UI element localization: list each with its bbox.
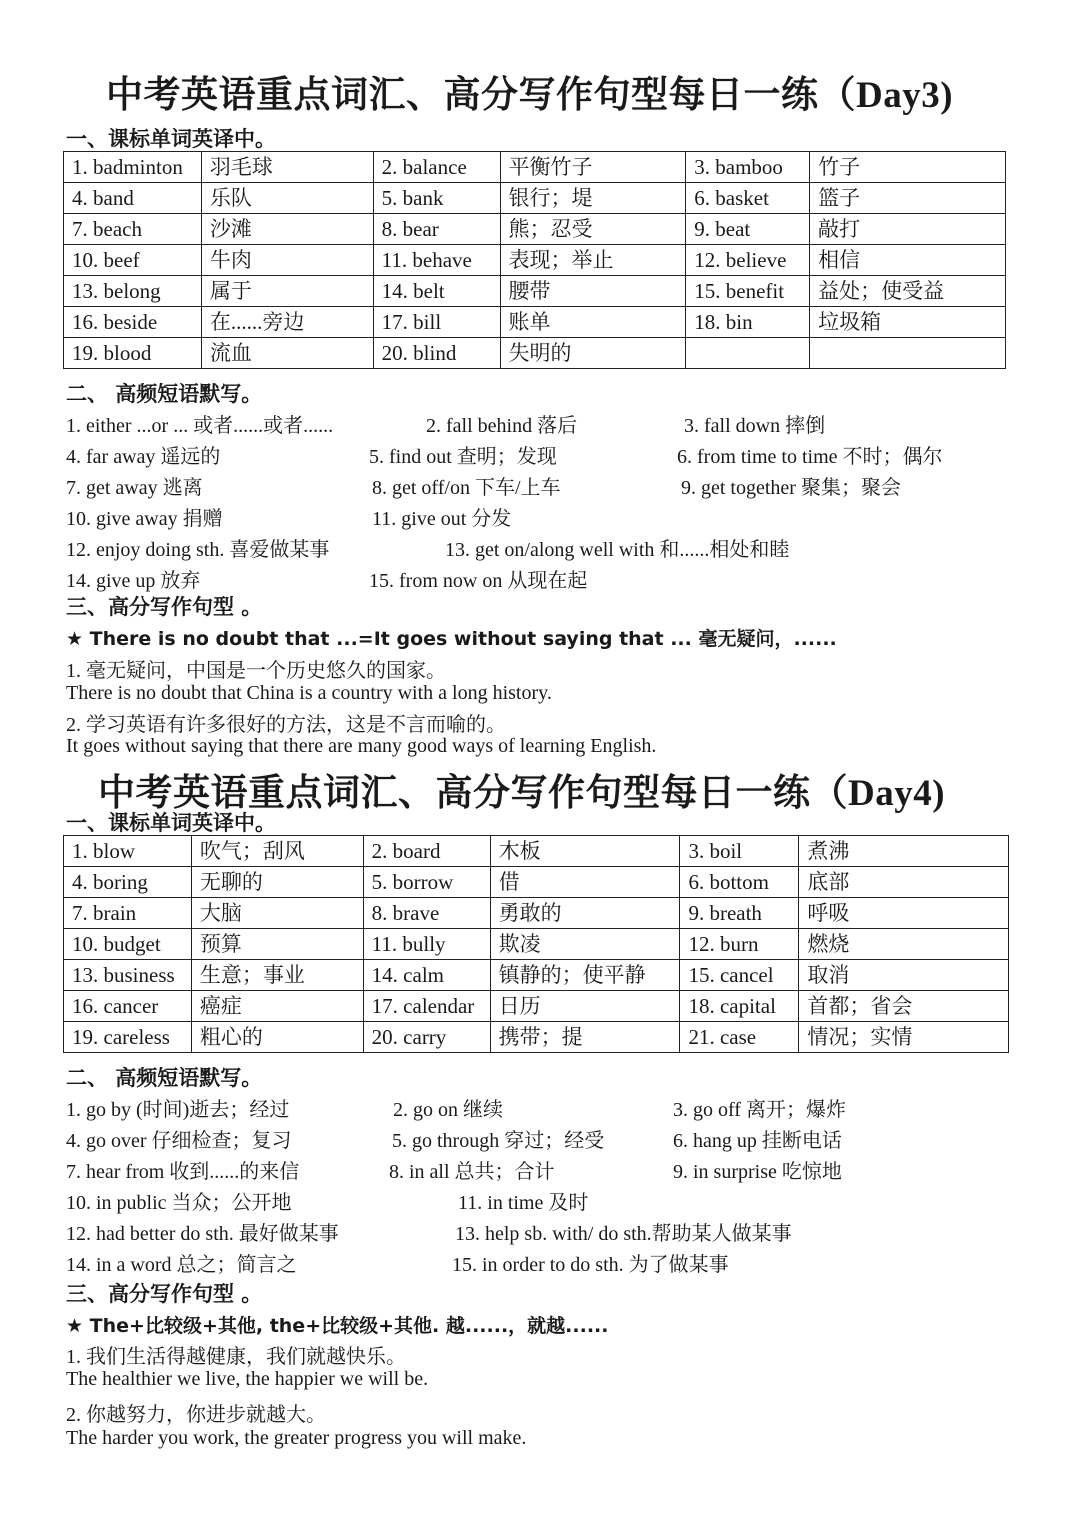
vocab-meaning: 欺凌: [490, 929, 680, 960]
vocab-word: 15. cancel: [680, 960, 799, 991]
vocab-meaning: 粗心的: [191, 1022, 363, 1053]
phrase-item: 3. fall down 摔倒: [684, 415, 826, 437]
day3-example-2-en: It goes without saying that there are many good ways of learning English.: [66, 735, 657, 757]
vocab-meaning: 属于: [201, 276, 373, 307]
vocab-word: 14. calm: [363, 960, 490, 991]
vocab-word: 6. bottom: [680, 867, 799, 898]
table-row: [64, 929, 1009, 960]
vocab-word: [686, 338, 810, 369]
vocab-meaning: 在......旁边: [201, 307, 373, 338]
vocab-meaning: 垃圾箱: [810, 307, 1006, 338]
vocab-word: 13. belong: [64, 276, 202, 307]
vocab-meaning: 木板: [490, 836, 680, 867]
phrase-item: 13. help sb. with/ do sth.帮助某人做某事: [455, 1223, 792, 1245]
vocab-meaning: 表现；举止: [500, 245, 686, 276]
phrase-item: 14. in a word 总之；简言之: [66, 1254, 297, 1276]
vocab-meaning: 乐队: [201, 183, 373, 214]
vocab-word: 16. cancer: [64, 991, 192, 1022]
phrase-item: 15. in order to do sth. 为了做某事: [452, 1254, 729, 1276]
vocab-word: 8. bear: [373, 214, 500, 245]
vocab-word: 5. bank: [373, 183, 500, 214]
vocab-meaning: 生意；事业: [191, 960, 363, 991]
day3-vocab-table: [63, 151, 1006, 369]
phrase-item: 2. fall behind 落后: [426, 415, 578, 437]
vocab-word: 7. brain: [64, 898, 192, 929]
vocab-meaning: 大脑: [191, 898, 363, 929]
vocab-meaning: 勇敢的: [490, 898, 680, 929]
vocab-word: 6. basket: [686, 183, 810, 214]
table-row: [64, 245, 1006, 276]
vocab-meaning: 日历: [490, 991, 680, 1022]
phrase-item: 6. hang up 挂断电话: [673, 1130, 842, 1152]
phrase-item: 1. go by (时间)逝去；经过: [66, 1099, 290, 1121]
vocab-meaning: 预算: [191, 929, 363, 960]
table-row: [64, 152, 1006, 183]
vocab-meaning: 首都；省会: [799, 991, 1009, 1022]
table-row: [64, 898, 1009, 929]
phrase-item: 11. in time 及时: [458, 1192, 589, 1214]
day4-example-2-cn: 2. 你越努力，你进步就越大。: [66, 1404, 326, 1426]
vocab-meaning: [810, 338, 1006, 369]
day4-example-1-cn: 1. 我们生活得越健康，我们就越快乐。: [66, 1346, 406, 1368]
vocab-word: 17. calendar: [363, 991, 490, 1022]
phrase-item: 12. had better do sth. 最好做某事: [66, 1223, 339, 1245]
vocab-word: 7. beach: [64, 214, 202, 245]
vocab-meaning: 煮沸: [799, 836, 1009, 867]
vocab-word: 19. careless: [64, 1022, 192, 1053]
phrase-item: 9. in surprise 吃惊地: [673, 1161, 842, 1183]
vocab-meaning: 益处；使受益: [810, 276, 1006, 307]
day4-vocab-table: [63, 835, 1009, 1053]
vocab-meaning: 流血: [201, 338, 373, 369]
vocab-word: 11. bully: [363, 929, 490, 960]
phrase-item: 5. find out 查明；发现: [369, 446, 557, 468]
day3-example-1-en: There is no doubt that China is a country with a long history.: [66, 682, 552, 704]
phrase-item: 10. in public 当众；公开地: [66, 1192, 292, 1214]
vocab-meaning: 竹子: [810, 152, 1006, 183]
vocab-word: 3. boil: [680, 836, 799, 867]
phrase-item: 14. give up 放弃: [66, 570, 201, 592]
vocab-meaning: 平衡竹子: [500, 152, 686, 183]
vocab-meaning: 账单: [500, 307, 686, 338]
vocab-word: 11. behave: [373, 245, 500, 276]
phrase-item: 7. get away 逃离: [66, 477, 203, 499]
vocab-word: 1. badminton: [64, 152, 202, 183]
vocab-word: 12. burn: [680, 929, 799, 960]
vocab-meaning: 沙滩: [201, 214, 373, 245]
vocab-meaning: 敲打: [810, 214, 1006, 245]
vocab-meaning: 底部: [799, 867, 1009, 898]
phrase-item: 1. either ...or ... 或者......或者......: [66, 415, 334, 437]
day4-phrases-heading: 二、 高频短语默写。: [66, 1066, 263, 1090]
vocab-word: 2. balance: [373, 152, 500, 183]
phrase-item: 5. go through 穿过；经受: [392, 1130, 605, 1152]
day3-pattern: ★ There is no doubt that ...=It goes without saying that ... 毫无疑问，......: [66, 628, 837, 650]
day4-example-2-en: The harder you work, the greater progress you will make.: [66, 1427, 527, 1449]
day3-title: 中考英语重点词汇、高分写作句型每日一练（Day3): [106, 75, 954, 116]
day3-example-2-cn: 2. 学习英语有许多很好的方法，这是不言而喻的。: [66, 714, 506, 736]
vocab-meaning: 取消: [799, 960, 1009, 991]
vocab-word: 12. believe: [686, 245, 810, 276]
vocab-word: 15. benefit: [686, 276, 810, 307]
vocab-meaning: 情况；实情: [799, 1022, 1009, 1053]
vocab-meaning: 失明的: [500, 338, 686, 369]
phrase-item: 3. go off 离开；爆炸: [673, 1099, 846, 1121]
vocab-meaning: 燃烧: [799, 929, 1009, 960]
vocab-meaning: 篮子: [810, 183, 1006, 214]
table-row: [64, 991, 1009, 1022]
vocab-meaning: 无聊的: [191, 867, 363, 898]
day4-title: 中考英语重点词汇、高分写作句型每日一练（Day4): [98, 773, 946, 814]
vocab-word: 20. carry: [363, 1022, 490, 1053]
table-row: [64, 214, 1006, 245]
vocab-meaning: 牛肉: [201, 245, 373, 276]
vocab-meaning: 相信: [810, 245, 1006, 276]
vocab-meaning: 吹气；刮风: [191, 836, 363, 867]
vocab-word: 4. boring: [64, 867, 192, 898]
vocab-word: 10. budget: [64, 929, 192, 960]
table-row: [64, 836, 1009, 867]
phrase-item: 4. far away 遥远的: [66, 446, 221, 468]
vocab-meaning: 镇静的；使平静: [490, 960, 680, 991]
vocab-meaning: 癌症: [191, 991, 363, 1022]
vocab-word: 10. beef: [64, 245, 202, 276]
day4-pattern-heading: 三、高分写作句型 。: [66, 1282, 263, 1306]
phrase-item: 7. hear from 收到......的来信: [66, 1161, 300, 1183]
vocab-word: 20. blind: [373, 338, 500, 369]
phrase-item: 8. in all 总共；合计: [389, 1161, 555, 1183]
table-row: [64, 960, 1009, 991]
day3-pattern-heading: 三、高分写作句型 。: [66, 595, 263, 619]
vocab-word: 9. breath: [680, 898, 799, 929]
vocab-word: 17. bill: [373, 307, 500, 338]
day3-phrases-heading: 二、 高频短语默写。: [66, 382, 263, 406]
vocab-word: 19. blood: [64, 338, 202, 369]
phrase-item: 6. from time to time 不时；偶尔: [677, 446, 943, 468]
vocab-word: 18. bin: [686, 307, 810, 338]
table-row: [64, 276, 1006, 307]
table-row: [64, 1022, 1009, 1053]
vocab-word: 13. business: [64, 960, 192, 991]
table-row: [64, 307, 1006, 338]
vocab-word: 4. band: [64, 183, 202, 214]
vocab-word: 5. borrow: [363, 867, 490, 898]
phrase-item: 12. enjoy doing sth. 喜爱做某事: [66, 539, 330, 561]
vocab-word: 16. beside: [64, 307, 202, 338]
phrase-item: 9. get together 聚集；聚会: [681, 477, 901, 499]
table-row: [64, 338, 1006, 369]
vocab-word: 14. belt: [373, 276, 500, 307]
phrase-item: 4. go over 仔细检查；复习: [66, 1130, 292, 1152]
vocab-word: 9. beat: [686, 214, 810, 245]
phrase-item: 11. give out 分发: [372, 508, 512, 530]
vocab-word: 21. case: [680, 1022, 799, 1053]
day4-pattern: ★ The+比较级+其他, the+比较级+其他. 越......，就越......: [66, 1315, 609, 1337]
vocab-meaning: 借: [490, 867, 680, 898]
vocab-meaning: 腰带: [500, 276, 686, 307]
table-row: [64, 183, 1006, 214]
vocab-meaning: 携带；提: [490, 1022, 680, 1053]
day4-example-1-en: The healthier we live, the happier we will be.: [66, 1368, 429, 1390]
vocab-word: 8. brave: [363, 898, 490, 929]
phrase-item: 13. get on/along well with 和......相处和睦: [445, 539, 790, 561]
vocab-word: 2. board: [363, 836, 490, 867]
vocab-meaning: 银行；堤: [500, 183, 686, 214]
phrase-item: 15. from now on 从现在起: [369, 570, 588, 592]
vocab-meaning: 羽毛球: [201, 152, 373, 183]
table-row: [64, 867, 1009, 898]
vocab-meaning: 呼吸: [799, 898, 1009, 929]
day4-vocab-heading: 一、课标单词英译中。: [66, 811, 276, 835]
vocab-word: 18. capital: [680, 991, 799, 1022]
vocab-word: 3. bamboo: [686, 152, 810, 183]
phrase-item: 8. get off/on 下车/上车: [372, 477, 561, 499]
phrase-item: 10. give away 捐赠: [66, 508, 223, 530]
day3-example-1-cn: 1. 毫无疑问，中国是一个历史悠久的国家。: [66, 660, 446, 682]
phrase-item: 2. go on 继续: [393, 1099, 503, 1121]
vocab-meaning: 熊；忍受: [500, 214, 686, 245]
day3-vocab-heading: 一、课标单词英译中。: [66, 127, 276, 151]
vocab-word: 1. blow: [64, 836, 192, 867]
